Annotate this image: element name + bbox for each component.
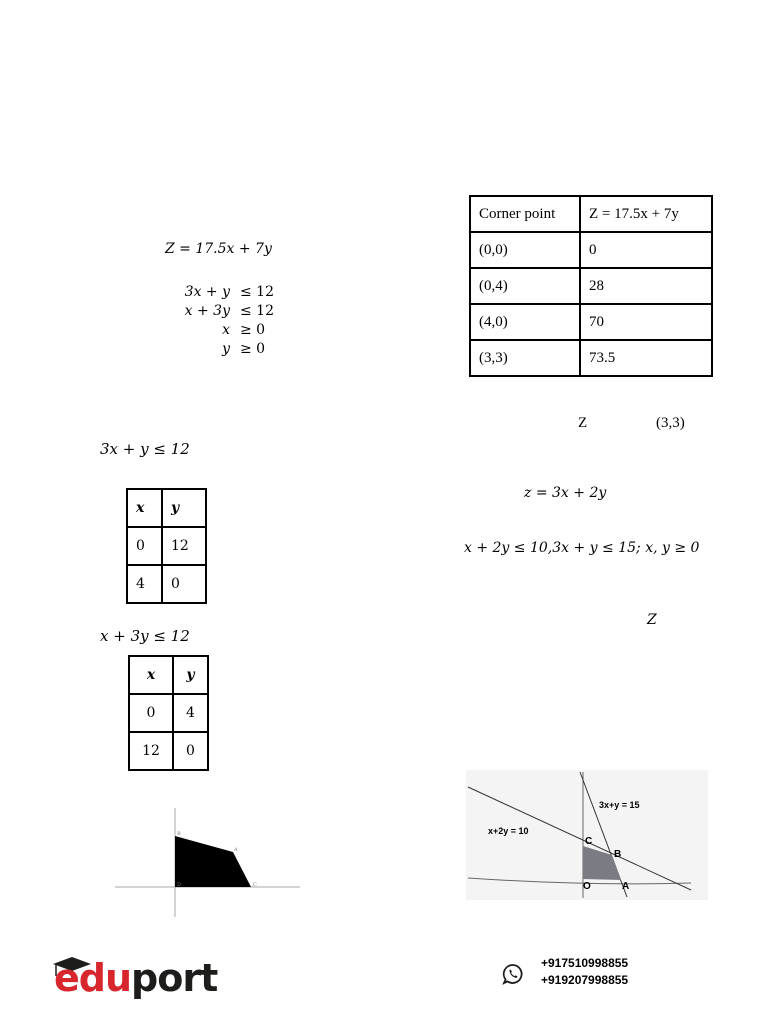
table-cell: 73.5 <box>580 340 712 376</box>
point-label: C <box>253 882 257 888</box>
brand-port: port <box>131 956 218 1000</box>
feasible-region-graph-2 <box>466 770 708 900</box>
table-cell: 28 <box>580 268 712 304</box>
phone-number: +917510998855 <box>541 956 629 970</box>
table-header: y <box>162 489 206 527</box>
line-label: 3x+y = 15 <box>599 800 640 810</box>
table-header: y <box>173 656 208 694</box>
whatsapp-icon <box>502 963 524 985</box>
table-header: x <box>129 656 173 694</box>
table-cell: 12 <box>162 527 206 565</box>
feasible-region-graph-1 <box>110 805 305 920</box>
line-label: x+2y = 10 <box>488 826 529 836</box>
table-cell: (4,0) <box>470 304 580 340</box>
table-inequality-2 <box>128 655 209 771</box>
brand-edu: edu <box>54 956 132 1000</box>
constraint-row <box>168 283 308 302</box>
point-label: O <box>583 881 591 892</box>
table-cell: 0 <box>127 527 162 565</box>
point-label: B <box>614 849 622 860</box>
table-cell: 70 <box>580 304 712 340</box>
result-z-label: Z <box>578 415 588 431</box>
constraint-row <box>168 321 308 340</box>
table-header: Z = 17.5x + 7y <box>580 196 712 232</box>
constraint-rhs: ≤ 12 <box>240 284 274 300</box>
table-cell: (3,3) <box>470 340 580 376</box>
constraints-block <box>168 283 308 359</box>
table-cell: 4 <box>127 565 162 603</box>
constraints-2: x + 2y ≤ 10,3x + y ≤ 15; x, y ≥ 0 <box>464 540 700 556</box>
constraint-lhs: y <box>222 341 230 357</box>
table-cell: 4 <box>173 694 208 732</box>
corner-point-table <box>469 195 713 377</box>
objective-function-2: z = 3x + 2y <box>524 485 607 501</box>
table-cell: (0,4) <box>470 268 580 304</box>
point-label: A <box>622 881 630 892</box>
phone-number: +919207998855 <box>541 973 629 987</box>
inequality-1: 3x + y ≤ 12 <box>100 440 190 458</box>
inequality-2: x + 3y ≤ 12 <box>100 627 190 645</box>
feasible-region <box>175 836 251 887</box>
point-label: C <box>585 836 593 847</box>
table-cell: 0 <box>129 694 173 732</box>
table-cell: 0 <box>580 232 712 268</box>
point-label: A <box>234 847 238 853</box>
z-label: Z <box>647 612 657 628</box>
point-label: D <box>177 882 182 888</box>
constraint-row <box>168 340 308 359</box>
phone-numbers <box>541 955 628 989</box>
table-cell: 0 <box>162 565 206 603</box>
constraint-rhs: ≤ 12 <box>240 303 274 319</box>
table-cell: 0 <box>173 732 208 770</box>
point-label: B <box>177 831 181 837</box>
constraint-lhs: x <box>222 322 230 338</box>
constraint-lhs: x + 3y <box>184 303 230 319</box>
table-cell: 12 <box>129 732 173 770</box>
constraint-rhs: ≥ 0 <box>240 341 266 357</box>
constraint-row <box>168 302 308 321</box>
table-header: Corner point <box>470 196 580 232</box>
table-cell: (0,0) <box>470 232 580 268</box>
table-header: x <box>127 489 162 527</box>
constraint-lhs: 3x + y <box>184 284 230 300</box>
constraint-rhs: ≥ 0 <box>240 322 266 338</box>
result-point: (3,3) <box>656 415 685 431</box>
objective-function: Z = 17.5x + 7y <box>165 241 272 257</box>
table-inequality-1 <box>126 488 207 604</box>
